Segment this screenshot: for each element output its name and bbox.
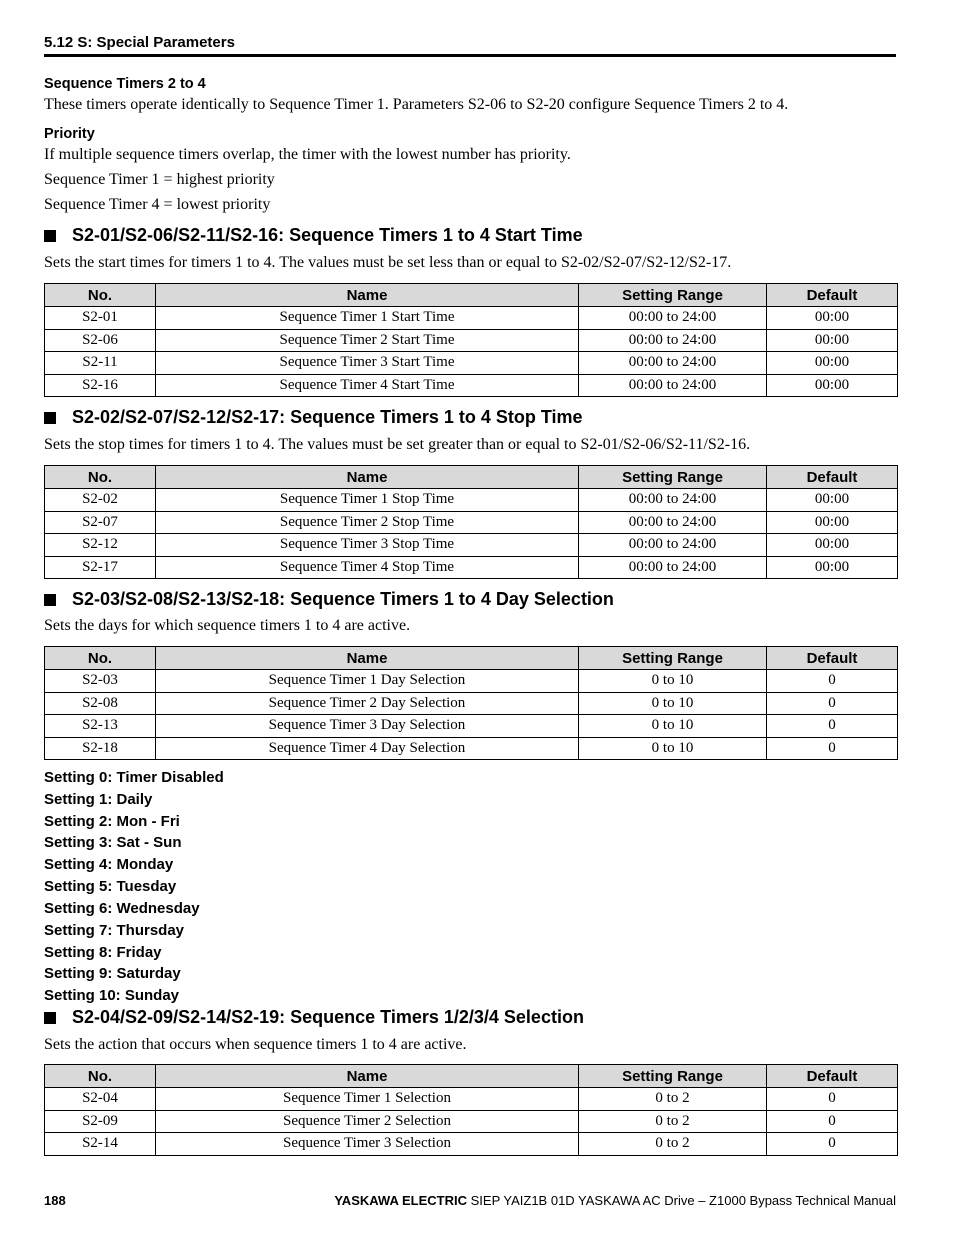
priority-line-1: Sequence Timer 1 = highest priority	[44, 171, 275, 188]
seq-timers-text: These timers operate identically to Sequence Timer 1. Parameters S2-06 to S2-20 configure Sequence Timers 2 to 4.	[44, 96, 789, 113]
page-number: 188	[44, 1193, 66, 1208]
square-bullet-icon	[44, 230, 56, 242]
col-header-range: Setting Range	[579, 1065, 767, 1088]
section-title: 5.12 S: Special Parameters	[44, 34, 235, 51]
cell-name: Sequence Timer 2 Selection	[156, 1110, 579, 1133]
col-header-default: Default	[767, 466, 898, 489]
section-heading-selection	[44, 1007, 584, 1028]
cell-range: 00:00 to 24:00	[579, 489, 767, 512]
col-header-name: Name	[156, 284, 579, 307]
cell-no: S2-01	[45, 307, 156, 330]
cell-range: 0 to 10	[579, 737, 767, 760]
cell-no: S2-12	[45, 534, 156, 557]
cell-no: S2-02	[45, 489, 156, 512]
table-header-row	[45, 1065, 898, 1088]
col-header-no: No.	[45, 647, 156, 670]
cell-default: 0	[767, 1110, 898, 1133]
cell-range: 0 to 10	[579, 715, 767, 738]
cell-name: Sequence Timer 4 Day Selection	[156, 737, 579, 760]
cell-name: Sequence Timer 3 Selection	[156, 1133, 579, 1156]
setting-item: Setting 5: Tuesday	[44, 878, 177, 895]
section-desc-stop-time: Sets the stop times for timers 1 to 4. The values must be set greater than or equal to S2-01/S2-06/S2-11/S2-16.	[44, 436, 751, 453]
param-table-stop-time	[44, 465, 898, 579]
table-row	[45, 556, 898, 579]
section-heading-day-selection	[44, 589, 614, 610]
cell-default: 0	[767, 737, 898, 760]
cell-no: S2-14	[45, 1133, 156, 1156]
cell-default: 00:00	[767, 329, 898, 352]
setting-item: Setting 7: Thursday	[44, 922, 185, 939]
col-header-no: No.	[45, 284, 156, 307]
table-row	[45, 511, 898, 534]
section-desc-start-time: Sets the start times for timers 1 to 4. The values must be set less than or equal to S2-02/S2-07/S2-12/S2-17.	[44, 254, 732, 271]
seq-timers-heading: Sequence Timers 2 to 4	[44, 76, 206, 92]
cell-default: 00:00	[767, 534, 898, 557]
table-row	[45, 1133, 898, 1156]
setting-item: Setting 8: Friday	[44, 944, 162, 961]
cell-name: Sequence Timer 4 Start Time	[156, 374, 579, 397]
cell-default: 00:00	[767, 352, 898, 375]
cell-name: Sequence Timer 1 Day Selection	[156, 670, 579, 693]
cell-range: 00:00 to 24:00	[579, 511, 767, 534]
table-row	[45, 374, 898, 397]
table-row	[45, 307, 898, 330]
table-header-row	[45, 284, 898, 307]
section-heading-text: S2-04/S2-09/S2-14/S2-19: Sequence Timers 1/2/3/4 Selection	[72, 1007, 584, 1027]
cell-default: 00:00	[767, 511, 898, 534]
col-header-default: Default	[767, 1065, 898, 1088]
cell-name: Sequence Timer 2 Day Selection	[156, 692, 579, 715]
cell-default: 00:00	[767, 556, 898, 579]
cell-name: Sequence Timer 1 Selection	[156, 1088, 579, 1111]
cell-no: S2-18	[45, 737, 156, 760]
setting-item: Setting 6: Wednesday	[44, 900, 200, 917]
cell-no: S2-04	[45, 1088, 156, 1111]
cell-no: S2-17	[45, 556, 156, 579]
setting-item: Setting 10: Sunday	[44, 987, 180, 1004]
cell-name: Sequence Timer 1 Stop Time	[156, 489, 579, 512]
table-row	[45, 489, 898, 512]
footer-brand: YASKAWA ELECTRIC	[334, 1193, 467, 1208]
priority-heading: Priority	[44, 126, 95, 142]
col-header-name: Name	[156, 466, 579, 489]
section-heading-text: S2-01/S2-06/S2-11/S2-16: Sequence Timers 1 to 4 Start Time	[72, 225, 583, 245]
section-desc-selection: Sets the action that occurs when sequence timers 1 to 4 are active.	[44, 1036, 467, 1053]
cell-no: S2-06	[45, 329, 156, 352]
section-heading-text: S2-02/S2-07/S2-12/S2-17: Sequence Timers 1 to 4 Stop Time	[72, 407, 583, 427]
col-header-default: Default	[767, 647, 898, 670]
table-row	[45, 352, 898, 375]
table-row	[45, 737, 898, 760]
square-bullet-icon	[44, 412, 56, 424]
footer-manual-info	[334, 1193, 896, 1208]
cell-default: 0	[767, 1088, 898, 1111]
cell-range: 00:00 to 24:00	[579, 374, 767, 397]
section-heading-start-time	[44, 225, 583, 246]
setting-item: Setting 0: Timer Disabled	[44, 769, 224, 786]
section-desc-day-selection: Sets the days for which sequence timers 1 to 4 are active.	[44, 617, 411, 634]
cell-range: 0 to 2	[579, 1110, 767, 1133]
table-row	[45, 715, 898, 738]
table-row	[45, 534, 898, 557]
priority-text: If multiple sequence timers overlap, the timer with the lowest number has priority.	[44, 146, 571, 163]
header-rule	[44, 54, 896, 57]
table-header-row	[45, 647, 898, 670]
setting-item: Setting 9: Saturday	[44, 965, 181, 982]
cell-range: 0 to 10	[579, 692, 767, 715]
col-header-name: Name	[156, 647, 579, 670]
table-row	[45, 670, 898, 693]
cell-default: 0	[767, 715, 898, 738]
cell-no: S2-16	[45, 374, 156, 397]
cell-no: S2-03	[45, 670, 156, 693]
setting-item: Setting 3: Sat - Sun	[44, 834, 182, 851]
param-table-start-time	[44, 283, 898, 397]
param-table-day-selection	[44, 646, 898, 760]
cell-no: S2-08	[45, 692, 156, 715]
cell-default: 00:00	[767, 489, 898, 512]
cell-range: 00:00 to 24:00	[579, 352, 767, 375]
cell-no: S2-07	[45, 511, 156, 534]
priority-line-2: Sequence Timer 4 = lowest priority	[44, 196, 271, 213]
col-header-range: Setting Range	[579, 284, 767, 307]
cell-no: S2-13	[45, 715, 156, 738]
cell-name: Sequence Timer 2 Start Time	[156, 329, 579, 352]
cell-range: 00:00 to 24:00	[579, 534, 767, 557]
cell-name: Sequence Timer 2 Stop Time	[156, 511, 579, 534]
cell-range: 00:00 to 24:00	[579, 329, 767, 352]
cell-range: 0 to 2	[579, 1133, 767, 1156]
cell-range: 00:00 to 24:00	[579, 556, 767, 579]
cell-name: Sequence Timer 3 Start Time	[156, 352, 579, 375]
setting-item: Setting 1: Daily	[44, 791, 153, 808]
cell-name: Sequence Timer 1 Start Time	[156, 307, 579, 330]
cell-default: 00:00	[767, 307, 898, 330]
footer-manual-title: SIEP YAIZ1B 01D YASKAWA AC Drive – Z1000 Bypass Technical Manual	[470, 1193, 896, 1208]
param-table-selection	[44, 1064, 898, 1156]
section-heading-stop-time	[44, 407, 583, 428]
square-bullet-icon	[44, 594, 56, 606]
col-header-no: No.	[45, 466, 156, 489]
col-header-no: No.	[45, 1065, 156, 1088]
section-heading-text: S2-03/S2-08/S2-13/S2-18: Sequence Timers 1 to 4 Day Selection	[72, 589, 614, 609]
col-header-name: Name	[156, 1065, 579, 1088]
cell-range: 0 to 10	[579, 670, 767, 693]
cell-name: Sequence Timer 3 Day Selection	[156, 715, 579, 738]
table-row	[45, 1110, 898, 1133]
cell-default: 0	[767, 692, 898, 715]
cell-range: 0 to 2	[579, 1088, 767, 1111]
table-header-row	[45, 466, 898, 489]
setting-item: Setting 2: Mon - Fri	[44, 813, 180, 830]
cell-default: 00:00	[767, 374, 898, 397]
col-header-range: Setting Range	[579, 647, 767, 670]
cell-no: S2-11	[45, 352, 156, 375]
cell-name: Sequence Timer 4 Stop Time	[156, 556, 579, 579]
cell-default: 0	[767, 670, 898, 693]
table-row	[45, 329, 898, 352]
cell-no: S2-09	[45, 1110, 156, 1133]
square-bullet-icon	[44, 1012, 56, 1024]
cell-range: 00:00 to 24:00	[579, 307, 767, 330]
table-row	[45, 1088, 898, 1111]
col-header-default: Default	[767, 284, 898, 307]
cell-default: 0	[767, 1133, 898, 1156]
table-row	[45, 692, 898, 715]
col-header-range: Setting Range	[579, 466, 767, 489]
cell-name: Sequence Timer 3 Stop Time	[156, 534, 579, 557]
setting-item: Setting 4: Monday	[44, 856, 174, 873]
